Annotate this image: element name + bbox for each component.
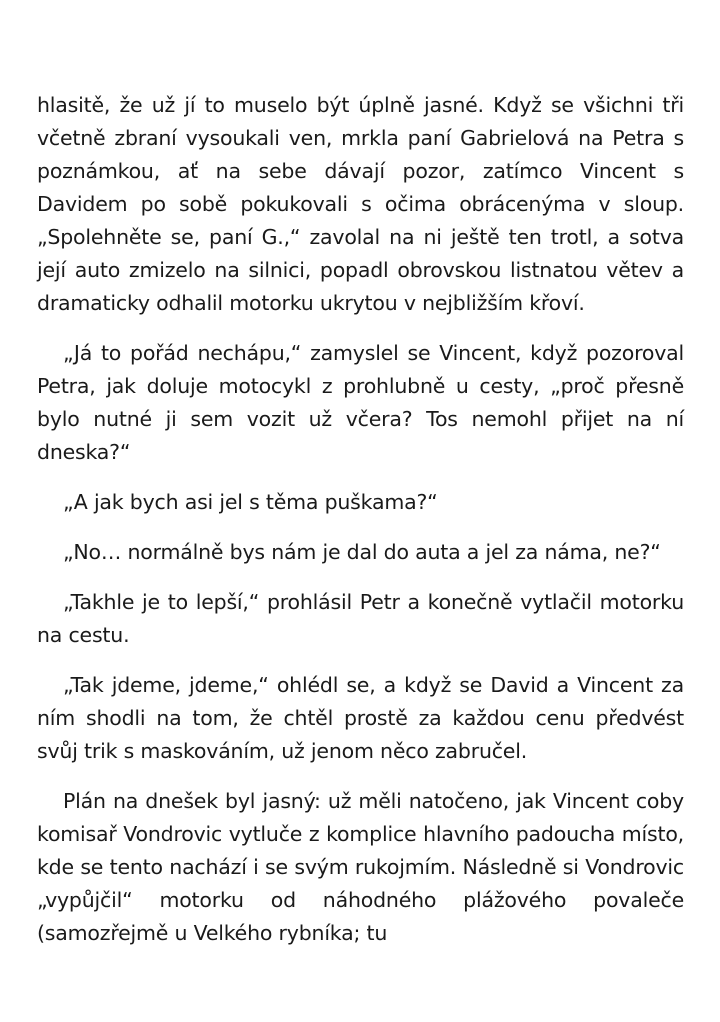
paragraph-1: hlasitě, že už jí to muselo být úplně jasné. Když se všichni tři včetně zbraní vysoukali ven, mrkla paní Gabrielová na Petra s poznámkou, ať na sebe dávají pozor, zatímco Vincent s Davidem po sobě pokukovali s očima obrácenýma v sloup. „Spolehněte se, paní G.,“ zavolal na ni ještě ten trotl, a sotva její auto zmizelo na silnici, popadl obrovskou listnatou větev a dramaticky odhalil motorku ukrytou v nejbližším křoví. (37, 93, 684, 315)
paragraph-7: Plán na dnešek byl jasný: už měli natočeno, jak Vincent coby komisař Vondrovic vytluče z komplice hlavního padoucha místo, kde se tento nachází i se svým rukojmím. Následně si Vondrovic „vypůjčil“ motorku od náhodného plážového povaleče (samozřejmě u Velkého rybníka; tu (37, 789, 684, 945)
paragraph-4: „No… normálně bys nám je dal do auta a jel za náma, ne?“ (63, 540, 661, 564)
paragraph-3: „A jak bych asi jel s těma puškama?“ (63, 490, 438, 514)
paragraph-5: „Takhle je to lepší,“ prohlásil Petr a konečně vytlačil motorku na cestu. (37, 590, 684, 647)
body-text (37, 89, 684, 967)
paragraph-2: „Já to pořád nechápu,“ zamyslel se Vincent, když pozoroval Petra, jak doluje motocykl z prohlubně u cesty, „proč přesně bylo nutné ji sem vozit už včera? Tos nemohl přijet na ní dneska?“ (37, 341, 684, 464)
paragraph-6: „Tak jdeme, jdeme,“ ohlédl se, a když se David a Vincent za ním shodli na tom, že chtěl prostě za každou cenu předvést svůj trik s maskováním, už jenom něco zabručel. (37, 673, 684, 763)
